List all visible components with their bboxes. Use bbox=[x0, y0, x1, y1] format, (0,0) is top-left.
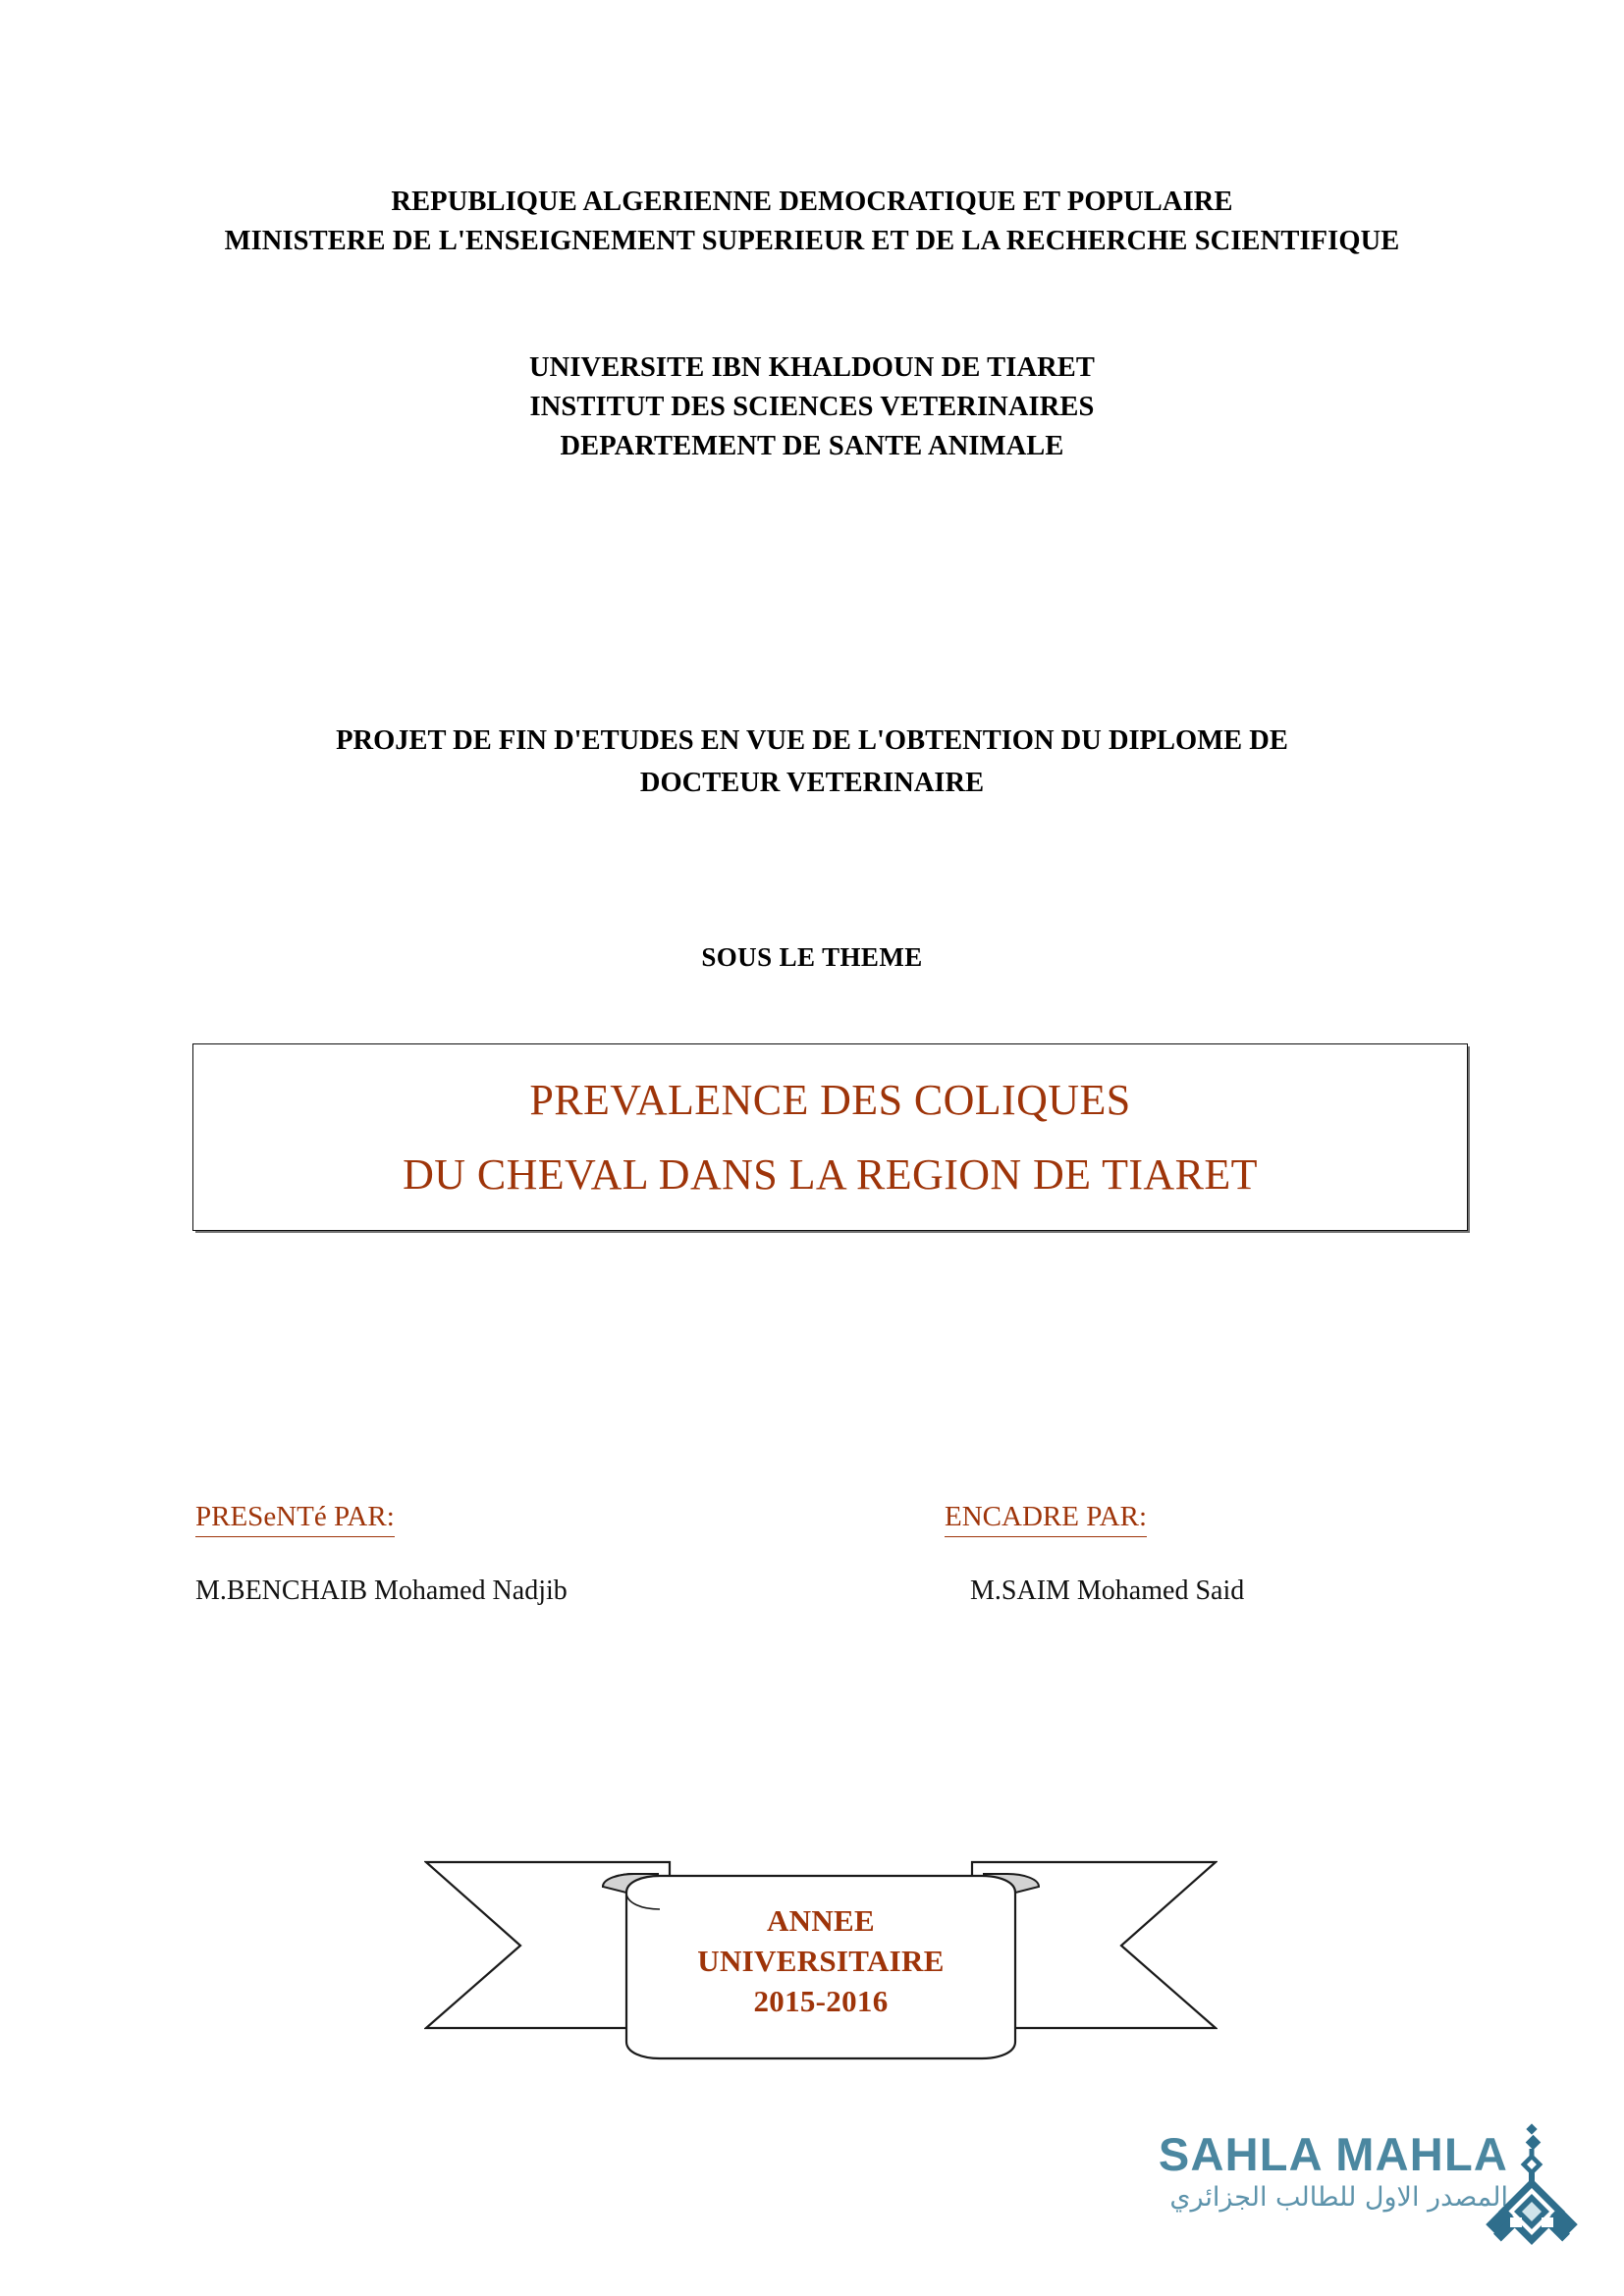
authors-section bbox=[0, 1500, 1624, 1637]
degree-statement bbox=[196, 720, 1428, 804]
thesis-title-box bbox=[192, 1043, 1468, 1231]
berber-motif-icon bbox=[1486, 2123, 1578, 2245]
supervised-by-label: ENCADRE PAR: bbox=[945, 1500, 1147, 1537]
academic-year-ribbon bbox=[424, 1849, 1218, 2071]
ribbon-center-panel bbox=[626, 1876, 1015, 2058]
institution-header bbox=[177, 348, 1447, 466]
ribbon-line-annee: ANNEE bbox=[766, 1903, 875, 1938]
thesis-title-line-2: DU CHEVAL DANS LA REGION DE TIARET bbox=[403, 1149, 1258, 1199]
thesis-title-line-1: PREVALENCE DES COLIQUES bbox=[529, 1075, 1131, 1124]
theme-label: SOUS LE THEME bbox=[701, 942, 923, 972]
sahla-mahla-watermark bbox=[1119, 2123, 1581, 2247]
watermark-wordmark: SAHLA MAHLA bbox=[1158, 2128, 1508, 2180]
ribbon-line-universitaire: UNIVERSITAIRE bbox=[697, 1944, 945, 1978]
supervised-by-name: M.SAIM Mohamed Said bbox=[970, 1575, 1245, 1606]
institution-line-university: UNIVERSITE IBN KHALDOUN DE TIARET bbox=[528, 352, 1096, 383]
institution-line-institute: INSTITUT DES SCIENCES VETERINAIRES bbox=[529, 392, 1095, 422]
degree-statement-line-2: DOCTEUR VETERINAIRE bbox=[639, 768, 985, 798]
header-line-ministry: MINISTERE DE L'ENSEIGNEMENT SUPERIEUR ET DE LA RECHERCHE SCIENTIFIQUE bbox=[224, 226, 1400, 256]
institution-line-department: DEPARTEMENT DE SANTE ANIMALE bbox=[560, 431, 1064, 461]
watermark-arabic-tagline: المصدر الاول للطالب الجزائري bbox=[1169, 2182, 1508, 2213]
presented-by-label: PRESeNTé PAR: bbox=[195, 1500, 395, 1537]
ribbon-line-years: 2015-2016 bbox=[753, 1984, 889, 2018]
supervised-by-column bbox=[945, 1500, 1244, 1608]
watermark-ornament-icon bbox=[1481, 2123, 1583, 2247]
presented-by-column bbox=[195, 1500, 568, 1608]
presented-by-name: M.BENCHAIB Mohamed Nadjib bbox=[195, 1575, 568, 1606]
ribbon-shape-icon bbox=[424, 1849, 1218, 2071]
degree-statement-line-1: PROJET DE FIN D'ETUDES EN VUE DE L'OBTENTION DU DIPLOME DE bbox=[336, 725, 1288, 756]
header-line-republic: REPUBLIQUE ALGERIENNE DEMOCRATIQUE ET POPULAIRE bbox=[391, 187, 1233, 217]
ministry-header bbox=[177, 183, 1447, 261]
